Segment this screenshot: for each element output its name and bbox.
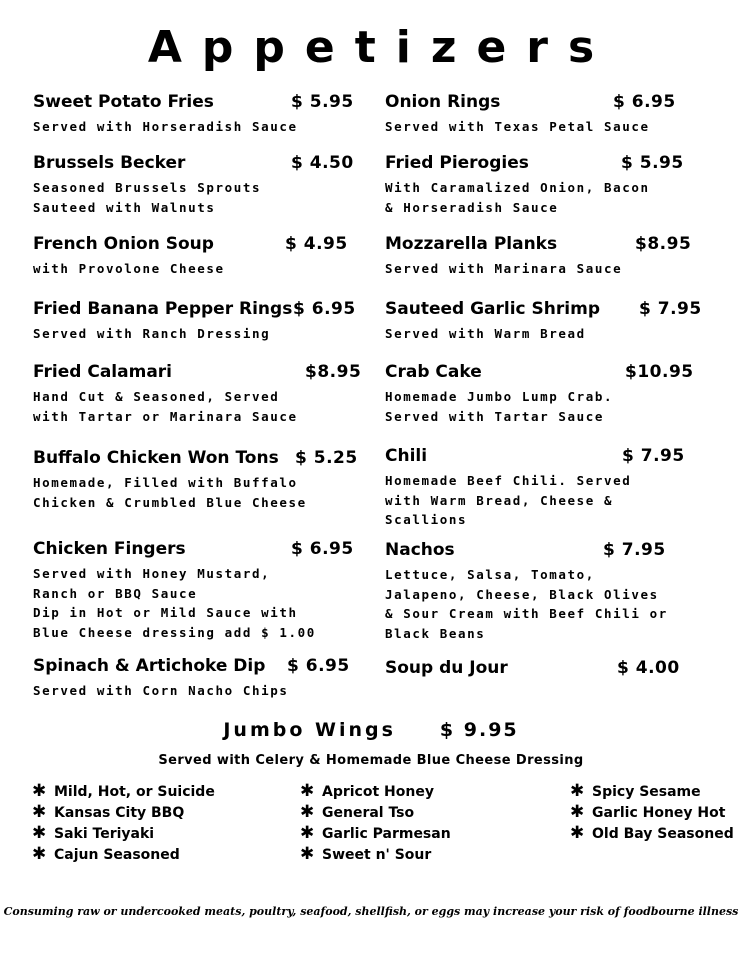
wings-price: $ 9.95 [439, 719, 519, 741]
asterisk-icon: ✱ [570, 802, 585, 822]
item-name: Buffalo Chicken Won Tons [33, 448, 279, 468]
item-name: Sweet Potato Fries [33, 92, 214, 112]
menu-item [33, 299, 363, 344]
wing-flavor: ✱ Cajun Seasoned [32, 844, 180, 864]
menu-item [33, 539, 363, 642]
item-description: Served with Corn Nacho Chips [33, 683, 289, 698]
asterisk-icon: ✱ [32, 781, 47, 801]
item-price: $ 4.50 [291, 153, 354, 173]
item-name: Nachos [385, 540, 455, 560]
item-name: Sauteed Garlic Shrimp [385, 299, 600, 319]
item-name: Fried Banana Pepper Rings [33, 299, 293, 319]
wing-flavor: ✱ Saki Teriyaki [32, 823, 155, 843]
asterisk-icon: ✱ [300, 802, 315, 822]
item-description: Served with Ranch Dressing [33, 326, 271, 341]
wing-flavor-list [300, 781, 451, 865]
asterisk-icon: ✱ [570, 823, 585, 843]
wing-flavor: ✱ Old Bay Seasoned [570, 823, 734, 843]
item-price: $8.95 [635, 234, 692, 254]
item-name: Fried Pierogies [385, 153, 529, 173]
wing-flavor: ✱ General Tso [300, 802, 415, 822]
menu-item [385, 658, 725, 682]
item-price: $ 6.95 [287, 656, 350, 676]
asterisk-icon: ✱ [570, 781, 585, 801]
item-name: Brussels Becker [33, 153, 186, 173]
menu-title: Appetizers [147, 22, 615, 73]
asterisk-icon: ✱ [300, 781, 315, 801]
item-description: Homemade, Filled with Buffalo Chicken & Crumbled Blue Cheese [33, 475, 307, 510]
menu-item [33, 656, 363, 701]
item-name: Chicken Fingers [33, 539, 186, 559]
asterisk-icon: ✱ [32, 823, 47, 843]
item-name: Spinach & Artichoke Dip [33, 656, 266, 676]
item-name: Fried Calamari [33, 362, 172, 382]
menu-item [385, 540, 725, 643]
wing-flavor: ✱ Garlic Parmesan [300, 823, 451, 843]
item-price: $ 5.25 [295, 448, 358, 468]
wing-flavor-list [570, 781, 734, 844]
menu-item [385, 153, 725, 217]
wing-flavor: ✱ Spicy Sesame [570, 781, 701, 801]
item-description: Served with Honey Mustard, Ranch or BBQ Sauce Dip in Hot or Mild Sauce with Blue Cheese dressing add $ 1.00 [33, 566, 316, 640]
item-description: Homemade Jumbo Lump Crab. Served with Tartar Sauce [385, 389, 614, 424]
menu-item [33, 92, 363, 137]
item-name: Crab Cake [385, 362, 482, 382]
wing-flavor: ✱ Apricot Honey [300, 781, 434, 801]
wing-flavor: ✱ Sweet n' Sour [300, 844, 432, 864]
wing-flavor-list [32, 781, 215, 865]
menu-item [385, 234, 725, 279]
item-price: $ 4.00 [617, 658, 680, 678]
menu-item [385, 362, 725, 426]
wings-title: Jumbo Wings [223, 719, 396, 741]
menu-item [385, 299, 725, 344]
item-price: $ 6.95 [613, 92, 676, 112]
item-price: $ 6.95 [293, 299, 356, 319]
item-description: with Provolone Cheese [33, 261, 225, 276]
item-price: $ 7.95 [639, 299, 702, 319]
item-price: $10.95 [625, 362, 694, 382]
menu-item [33, 153, 363, 217]
wing-flavor: ✱ Kansas City BBQ [32, 802, 185, 822]
asterisk-icon: ✱ [32, 844, 47, 864]
menu-item [33, 234, 363, 279]
item-description: Lettuce, Salsa, Tomato, Jalapeno, Cheese, Black Olives & Sour Cream with Beef Chili or Black Beans [385, 567, 668, 641]
item-price: $ 7.95 [622, 446, 685, 466]
wings-subtitle: Served with Celery & Homemade Blue Cheese Dressing [158, 753, 584, 768]
item-description: Homemade Beef Chili. Served with Warm Bread, Cheese & Scallions [385, 473, 632, 527]
item-description: Served with Horseradish Sauce [33, 119, 298, 134]
item-price: $8.95 [305, 362, 362, 382]
item-description: With Caramalized Onion, Bacon & Horseradish Sauce [385, 180, 650, 215]
item-name: French Onion Soup [33, 234, 214, 254]
item-description: Hand Cut & Seasoned, Served with Tartar or Marinara Sauce [33, 389, 298, 424]
item-description: Served with Texas Petal Sauce [385, 119, 650, 134]
item-price: $ 5.95 [621, 153, 684, 173]
item-description: Served with Warm Bread [385, 326, 586, 341]
item-price: $ 5.95 [291, 92, 354, 112]
wings-heading [0, 719, 742, 741]
item-price: $ 7.95 [603, 540, 666, 560]
item-price: $ 6.95 [291, 539, 354, 559]
item-price: $ 4.95 [285, 234, 348, 254]
asterisk-icon: ✱ [300, 844, 315, 864]
asterisk-icon: ✱ [32, 802, 47, 822]
item-name: Mozzarella Planks [385, 234, 558, 254]
item-description: Served with Marinara Sauce [385, 261, 623, 276]
item-name: Soup du Jour [385, 658, 508, 678]
menu-item [385, 446, 725, 530]
menu-item [33, 448, 363, 512]
asterisk-icon: ✱ [300, 823, 315, 843]
menu-item [385, 92, 725, 137]
wing-flavor: ✱ Garlic Honey Hot [570, 802, 726, 822]
item-name: Onion Rings [385, 92, 501, 112]
menu-item [33, 362, 363, 426]
food-safety-disclaimer: Consuming raw or undercooked meats, poultry, seafood, shellfish, or eggs may increase your risk of foodbourne illness [3, 905, 739, 918]
wing-flavor: ✱ Mild, Hot, or Suicide [32, 781, 215, 801]
item-name: Chili [385, 446, 428, 466]
item-description: Seasoned Brussels Sprouts Sauteed with Walnuts [33, 180, 262, 215]
